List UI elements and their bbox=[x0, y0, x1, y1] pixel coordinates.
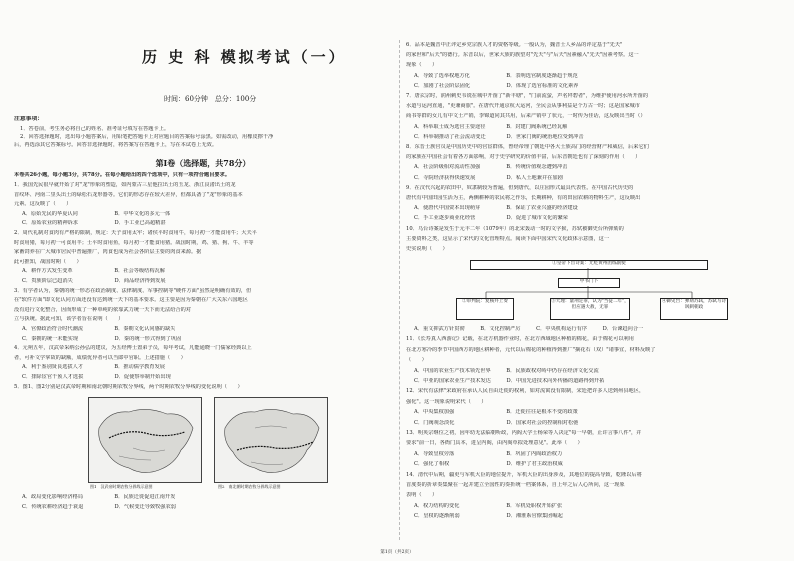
question-line: 立与执统。据此可知，该学者旨在说明（ ） bbox=[14, 316, 124, 323]
question-line: 在北方寒冷的季节中国西方的地区耕种者，元代以后棉花的种植得到推广"摘花石（双）"诸事宜，材料反映了 bbox=[406, 346, 656, 353]
question-line: 此可推知，战国时期（ ） bbox=[14, 258, 82, 265]
option-row: C．加剧了社会阶层固化 D．体现了选官标准的文化素养 bbox=[414, 82, 579, 89]
diagram-left-box: ②审判院：复核并上奏 bbox=[456, 298, 514, 320]
paper-title: 历 史 科 模拟考试（一） bbox=[142, 48, 347, 66]
option-row: A．使唐代中国资本出现萌芽 B．保证了农业兴盛的经济建设 bbox=[414, 205, 578, 212]
page-footer: 第1页（共2页） bbox=[380, 550, 414, 555]
section-intro: 本卷共26小题，每小题3分，共78分。在每小题给出的四个选项中，只有一项符合题目要求。 bbox=[14, 172, 231, 178]
diagram-center-box: ③大理：量刑定罪，认为"当徒二年"，但应遇大赦，无罪 bbox=[550, 298, 630, 320]
option-row: C．寺院经济获得快速发展 D．私人土地兼并在加剧 bbox=[414, 174, 563, 181]
notice-line: 后，再选涂其它答案标号。回答非选择题时，将答案写在答题卡上，写在本试卷上无效。 bbox=[14, 142, 218, 148]
option-row: A．耕作方式发生变革 B．社会等级结构瓦解 bbox=[22, 268, 165, 275]
map-caption-2: 图2 南北朝时期农牧分界线示意图 bbox=[218, 484, 281, 489]
question-line: 的家族在中国社会有着各方面影响，对于史学研究的价值丰富，后东晋朝廷也有了深刻的作用（ ） bbox=[406, 154, 641, 161]
option-row: A．利于鉴别贤良选拔人才 B．推动儒学教育发展 bbox=[22, 364, 165, 371]
question-line: 11．《长寿真人西游记》记载，在北方机器作业时，在北方西域地区种植的棉花，由于棉花可以利用 bbox=[406, 336, 634, 343]
time-score: 时间：60分钟 总分：100分 bbox=[164, 95, 257, 103]
question-line: 9．在汉代兴起的农田中，奴隶制较为普遍，但到唐代，以庄园形式最具代表性。在中国古代历史的 bbox=[406, 184, 634, 191]
question-line: 现象（ ） bbox=[406, 62, 438, 69]
question-line: 4．元朔五年，汉武帝采纳公孙弘的建议，为五经博士置弟子员，每年考试，凡能通晓一门儒家经典以上 bbox=[14, 345, 252, 352]
question-line: 时食用猪，每月初一可食用羊；士平时食用鱼，每月初一才能食用猪。战国时期，鸡、猪、狗、牛、羊等 bbox=[14, 239, 254, 246]
option-row: A．社会阶级相对流动性加强 B．传统价值观念遭到冲击 bbox=[414, 164, 568, 171]
question-line: 8．东晋士族官员是中国历史中的官宦群体，曾经帝理了朝廷中各大士族高门的经营财产和威信，后来它们 bbox=[406, 144, 649, 150]
column-gutter bbox=[399, 40, 400, 540]
question-line: 13．明英宗继位之初，因年幼无法临朝听政，内阁大学士杨荣等人决定"每一早朝，止许言事八件"，并 bbox=[406, 430, 642, 436]
diagram-right-box: ④御史台：弹劾苏轼，苏轼写诗讽刺朝政 bbox=[660, 298, 728, 320]
question-line: 史实说明（ ） bbox=[406, 246, 448, 252]
map-caption-1: 图1 汉武帝时期农牧分界线示意图 bbox=[90, 484, 153, 489]
option-row: A．中国的农业生产技术领先世界 B．民族政权对峙中仍存在经济文化交流 bbox=[414, 367, 599, 374]
option-row: C．强化了相权 D．维护了君主政治权威 bbox=[414, 461, 563, 468]
option-row: C．科举制推动了社会流动变迁 D．世家门阀的统治地位受到冲击 bbox=[414, 133, 584, 140]
question-line: 的家世和"后天"的德行。东晋以后，世家大族的族望对"先天"与"后天"因素融入"先天"因素考察。这一 bbox=[406, 52, 639, 59]
option-row: A．重文抑武方针贯彻 B．文化控制严厉 C．中央机构运行有序 D．台谏趋向合一 bbox=[414, 326, 644, 332]
question-line: （ ） bbox=[406, 357, 427, 364]
map-figure-1 bbox=[88, 397, 202, 483]
question-line: 在"软件方面"即文化认同方面还没有达到统一天下的基本要求。这主要是因为秦朝在广大关东六国地区 bbox=[14, 297, 248, 304]
option-row: A．权力结构的变化 B．军机处职权开始扩张 bbox=[414, 502, 563, 509]
diagram-connectors bbox=[446, 268, 736, 298]
option-row: A．导致皇权旁落 B．巩固了内阁政治权力 bbox=[414, 450, 563, 457]
question-line: 者，可补文学掌故的缺额，成绩优异者可以当郎中官职。上述措施（ ） bbox=[14, 354, 186, 361]
question-line: 没有进行文化整合，因而形成了一种单纯的依靠武力统一天下而无法给合的对 bbox=[14, 306, 192, 313]
question-line: 7．唐玄宗时，润州刺史韦铣在城中开凿了"新丰塘"，"门前流萤，声名拜碧者"，为维护使用河水所开凿的 bbox=[406, 93, 649, 99]
question-line: 2．周代礼制对食肉有严格的限制，规定：天子食用太牢；诸侯平时食用牛，每月初一才能食用牛；大夫平 bbox=[14, 230, 257, 236]
question-line: 首度奏的折章奏集聚在一起并建立全国性的奏折统一档案体系，自上年之后人心所向，这一现象 bbox=[406, 482, 625, 488]
option-row: C．秦朝的统一未能实现 D．秦的统一形式得到了巩固 bbox=[22, 335, 182, 342]
question-line: 唐代有中国田园生活为主，两侧耕种的农民将之作乐，长期耕种，有的田园农耕的物料生产，这反映出 bbox=[406, 195, 641, 201]
option-row: A．原始先民的华夏认同 B．中华文化的多元一体 bbox=[22, 210, 171, 217]
option-row: A．科举取士成为选官主要途径 B．封建门阀系统已经瓦解 bbox=[414, 123, 568, 130]
question-line: 家畜饲养在广大城市居民中普遍推广，肉食也成为社会各阶层主要的肉食来源。据 bbox=[14, 249, 202, 256]
option-row: C．皇权的逐渐削弱 D．湘淮系官僚集团崛起 bbox=[414, 513, 563, 520]
q5-option-row: C．传统农耕经济趋于衰退 D．气候变迁导致牧强农弱 bbox=[22, 504, 176, 510]
notice-line: 1．答卷前，考生务必将自己的姓名、准考证号填写在答题卡上。 bbox=[20, 126, 170, 132]
diagram-top-box: ①皇帝下旨诗案：尤贬黄州团练副使 bbox=[470, 260, 708, 270]
question-line: 1．我国先民很早就开始了对"龙"形象的塑造，如内蒙古三星他拉出土的玉龙、浙江良渚出土的龙 bbox=[14, 182, 236, 188]
question-line: 3．有学者认为，秦朝的统一形态在政治制度、法律制度、军事控制等"硬件方面"虽然是明确有效的，但 bbox=[14, 287, 252, 294]
question-line: 10．乌台诗案是发生于元丰二年（1079年）的北宋轰动一时的文字狱，苏轼被御史台所弹劾的 bbox=[406, 225, 624, 232]
option-row: C．手工业逐步商业化经营 D．促进了城市文化的繁荣 bbox=[414, 215, 568, 222]
diagram-mid-box: 中书门下 bbox=[558, 278, 620, 288]
question-line: 商书等群的女儿有中文士产销，李锦道同其共用，后来产销中了状元，一时传为佳话，这反映出当时（） bbox=[406, 113, 646, 120]
option-row: C．排除宦官干预人才选拔 D．促使察举制开始出现 bbox=[22, 374, 171, 380]
question-line: 元素。这反映了（ ） bbox=[14, 201, 72, 208]
section-title: 第Ⅰ卷（选择题，共78分） bbox=[155, 158, 251, 168]
question-line: 5．图1、图2分别是汉武帝时期和南北朝时期农牧分界线，两个时期农牧分界线的变化说明（ ） bbox=[14, 383, 243, 390]
option-row: A．中央集权加强 B．迁徙往往是根本不变的政策 bbox=[414, 409, 578, 416]
question-line: 强化"。这一现象说明宋代（ ） bbox=[406, 398, 487, 405]
question-line: 12．宋代有法律"宋政府在承认人民自由迁徙的权利，如对流寓没有限制，宋廷把许多人送到州县地区， bbox=[406, 388, 645, 395]
question-line: 水道与运河直通，"更兼商旅"。在唐代开通京杭大运河，全民会从事利益是个万古一时；这是国家城市 bbox=[406, 103, 640, 110]
option-row: C．贵族阶层已趋消失 D．商品经济得到发展 bbox=[22, 278, 166, 284]
map-figure-2 bbox=[214, 397, 328, 483]
option-row: C．原始农业的精神诉求 D．手工业已高超精湛 bbox=[22, 220, 166, 227]
question-line: 主要资料之类，这显示了宋代的文化管理特点。阅读下面中国宋代文化政体示意图，这一 bbox=[406, 235, 610, 242]
option-row: C．中亚的国家农业生产技术发达 D．中国先进技术向外传播的道路得到开拓 bbox=[414, 378, 605, 384]
question-line: 14．清代中后期，疆吏与军机大臣的地位提升，军机大臣的出身涉及，其地位的提高导致，乾隆以后将 bbox=[406, 471, 642, 478]
question-line: 表明（ ） bbox=[406, 492, 438, 499]
question-line: 要求"前一日，各衙门具本，进呈内阁，由内阁草拟处理意见"。此举（ ） bbox=[406, 440, 583, 447]
option-row: A．官僚政治符合时代潮流 B．秦朝文化认同感的缺失 bbox=[22, 326, 176, 332]
question-line: 首纹环、河南二里头出土的绿松石龙形器等。它们的形态存在较大差异，但都具备了"龙"形象的基本 bbox=[14, 191, 243, 198]
notice-heading: 注意事项： bbox=[14, 116, 44, 122]
q5-option-row: A．政局变化影响经济格局 B．民族迁徙促进江南开发 bbox=[22, 494, 176, 500]
question-line: 6．品本是魏晋中正评定乡党宗族人才的资格等级。一般认为，魏晋士人乡品的评定基于"先天" bbox=[406, 42, 623, 48]
notice-line: 2．回答选择题时，选出每小题答案后，用铅笔把答题卡上对应题目的答案标号涂黑。如需改动，用橡皮擦干净 bbox=[20, 134, 274, 140]
option-row: C．门阀观念淡化 D．国家对社会的控制相对松弛 bbox=[414, 419, 579, 426]
option-row: A．导致了选举权地方化 B．表明选官制度逐渐趋于规范 bbox=[414, 72, 578, 79]
